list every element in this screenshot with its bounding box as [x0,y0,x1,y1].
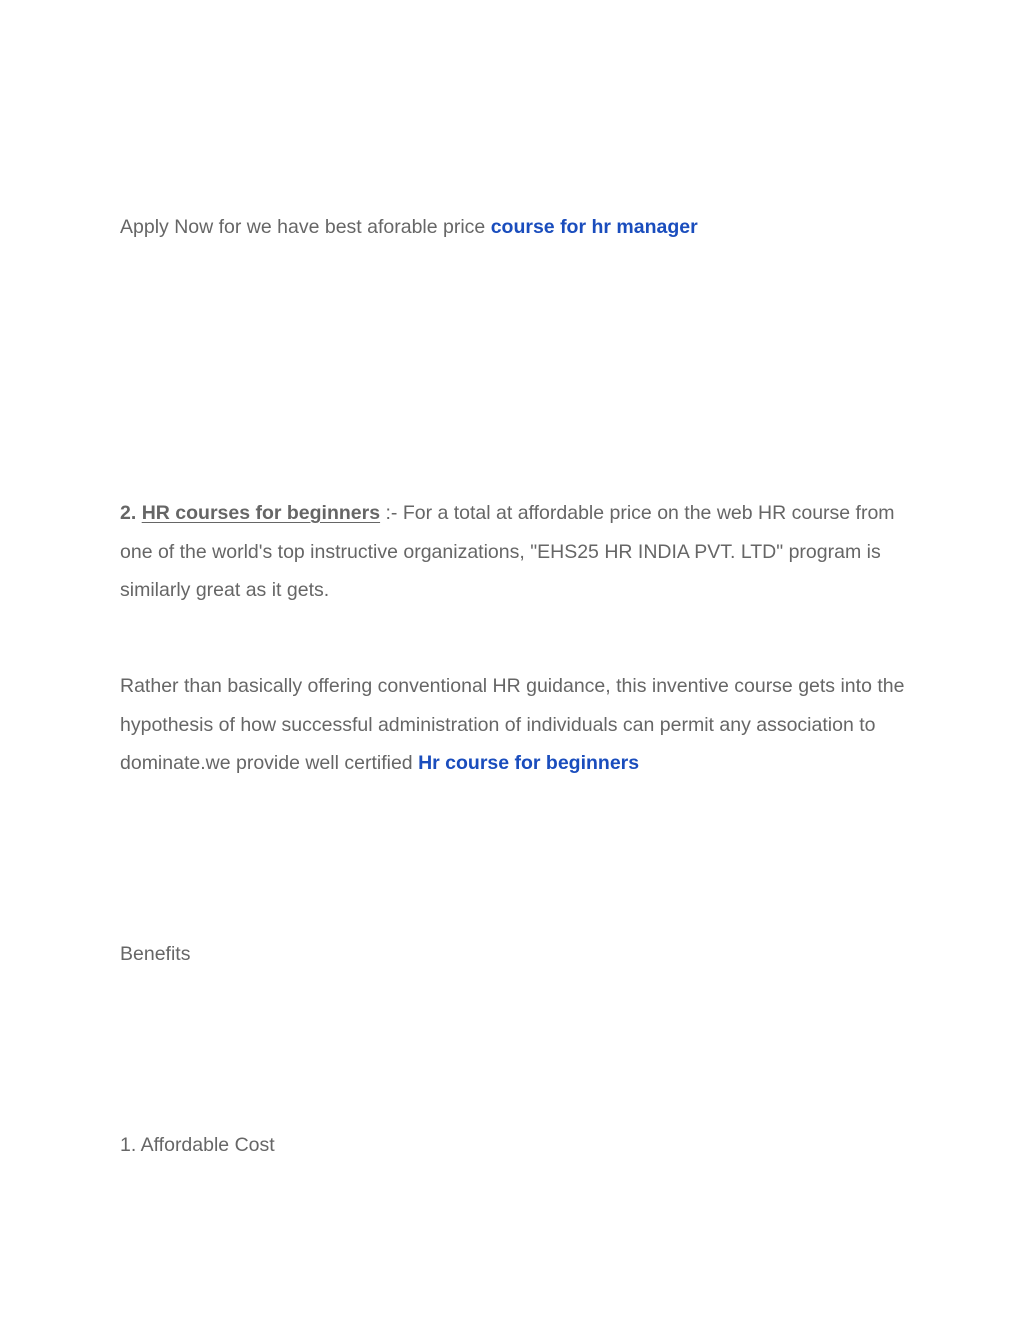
apply-now-line [120,208,910,247]
course-for-hr-manager-link[interactable]: course for hr manager [490,216,698,238]
description-paragraph [120,667,910,783]
section-2-text: :- For a total at affordable price on the web HR course from one of the world's top instructive organizations, "EHS25 HR INDIA PVT. LTD" program is similarly great as it gets. [120,502,895,601]
hr-course-for-beginners-link[interactable]: Hr course for beginners [418,752,640,774]
description-text: Rather than basically offering conventional HR guidance, this inventive course gets into the hypothesis of how successful administration of individuals can permit any association to dominate.we provide well certified [120,675,905,774]
section-2-paragraph [120,494,910,610]
apply-now-text: Apply Now for we have best aforable price [120,216,491,238]
hr-courses-for-beginners-link[interactable]: HR courses for beginners [141,502,381,524]
section-number: 2. [120,502,137,524]
benefit-item-1: 1. Affordable Cost [120,1134,275,1156]
benefits-heading: Benefits [120,943,191,965]
